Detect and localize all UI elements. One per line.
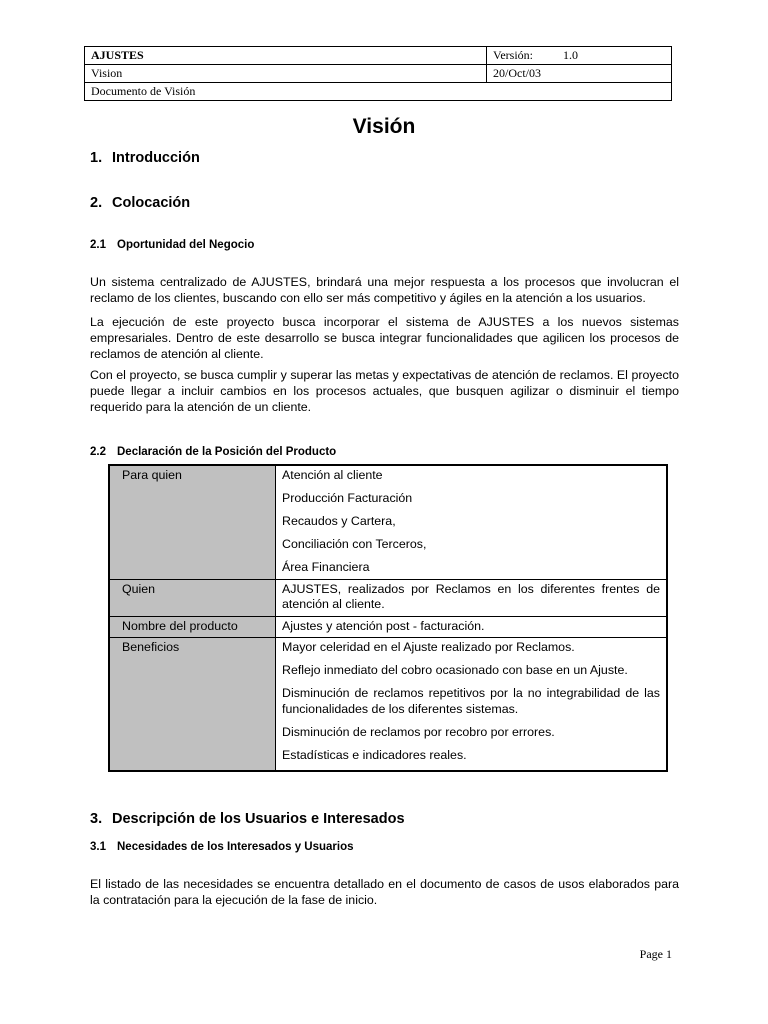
- row-value: AJUSTES, realizados por Reclamos en los diferentes frentes de atención al cliente.: [282, 581, 660, 611]
- row-label: Beneficios: [109, 638, 276, 772]
- version-value: 1.0: [563, 48, 578, 62]
- document-header-table: [84, 46, 672, 101]
- row-value: Mayor celeridad en el Ajuste realizado por Reclamos.: [282, 640, 575, 654]
- row-value: Área Financiera: [282, 560, 370, 574]
- header-subtitle: Vision: [85, 65, 487, 83]
- row-label: Para quien: [109, 465, 276, 579]
- header-doc-name: Documento de Visión: [85, 83, 672, 101]
- row-label: Nombre del producto: [109, 616, 276, 638]
- table-row: [109, 616, 667, 638]
- row-value: Atención al cliente: [282, 468, 383, 482]
- paragraph-necesidades: El listado de las necesidades se encuentra detallado en el documento de casos de usos elaborados para la contratación para la ejecución de la fase de inicio.: [90, 877, 679, 907]
- table-row: [109, 579, 667, 616]
- table-row: [109, 465, 667, 579]
- product-position-table: [108, 464, 668, 772]
- page-number: Page 1: [639, 947, 672, 961]
- row-value: Disminución de reclamos repetitivos por la no integrabilidad de las funcionalidades de los diferentes sistemas.: [282, 686, 660, 716]
- row-label: Quien: [109, 579, 276, 616]
- project-name: AJUSTES: [91, 48, 144, 62]
- row-value: Disminución de reclamos por recobro por errores.: [282, 724, 555, 739]
- table-row: [109, 638, 667, 772]
- row-value: Producción Facturación: [282, 491, 413, 505]
- row-value: Recaudos y Cartera,: [282, 514, 396, 528]
- section-heading-3-1: 3.1 Necesidades de los Interesados y Usuarios: [90, 841, 354, 853]
- section-heading-2-1: 2.1 Oportunidad del Negocio: [90, 239, 255, 251]
- paragraph-oportunidad-2: La ejecución de este proyecto busca incorporar el sistema de AJUSTES a los nuevos sistemas empresariales. Dentro de este desarrollo se busca integrar funcionalidades que agilicen los procesos de reclamos de atención al cliente.: [90, 315, 679, 361]
- row-value: Conciliación con Terceros,: [282, 537, 427, 551]
- paragraph-oportunidad-1: Un sistema centralizado de AJUSTES, brindará una mejor respuesta a los procesos que involucran el reclamo de los clientes, buscando con ello ser más competitivo y ágiles en la atención a los usuarios.: [90, 275, 679, 305]
- page-title: Visión: [352, 115, 416, 138]
- section-heading-2: 2. Colocación: [90, 195, 191, 211]
- section-heading-1: 1. Introducción: [90, 150, 200, 166]
- row-value: Estadísticas e indicadores reales.: [282, 747, 467, 762]
- header-date: 20/Oct/03: [487, 65, 672, 83]
- row-value: Reflejo inmediato del cobro ocasionado con base en un Ajuste.: [282, 663, 628, 677]
- row-value: Ajustes y atención post - facturación.: [282, 618, 485, 633]
- section-heading-2-2: 2.2 Declaración de la Posición del Producto: [90, 446, 337, 458]
- version-label: Versión:: [493, 48, 533, 62]
- section-heading-3: 3. Descripción de los Usuarios e Interesados: [90, 811, 405, 827]
- paragraph-oportunidad-3: Con el proyecto, se busca cumplir y superar las metas y expectativas de atención de reclamos. El proyecto puede llegar a incluir cambios en los procesos actuales, que busquen agilizar o disminuir el tiempo requerido para la atención de un cliente.: [90, 368, 679, 414]
